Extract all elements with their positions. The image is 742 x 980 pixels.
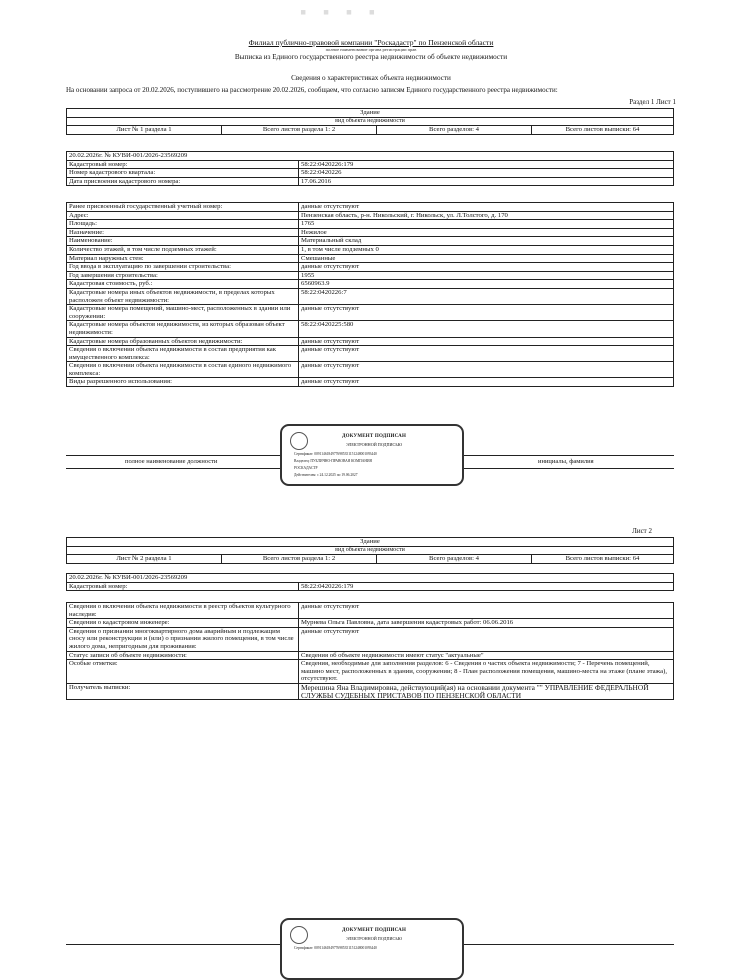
row-value: данные отсутствуют — [299, 305, 674, 321]
row-value: данные отсутствуют — [299, 627, 674, 651]
sheet2-title-table — [66, 537, 674, 564]
section-page-label: Раздел 1 Лист 1 — [629, 98, 676, 106]
doc-number: 20.02.2026г. № КУВИ-001/2026-23569209 — [67, 152, 674, 161]
sheets-in-section: Всего листов раздела 1: 2 — [222, 555, 377, 564]
sheet2-top-table — [66, 573, 674, 591]
stamp-certificate: Сертификат: 00911461849776985351151248001093440 — [294, 946, 377, 950]
row-label: Год ввода в эксплуатацию по завершении строительства: — [67, 263, 299, 272]
table-row — [67, 160, 674, 169]
table-row — [67, 254, 674, 263]
row-label: Статус записи об объекте недвижимости: — [67, 651, 299, 660]
name-caption: инициалы, фамилия — [538, 458, 594, 465]
table-row — [67, 263, 674, 272]
row-value: Пензенская область, р-н. Никольский, г. Никольск, ул. Л.Толстого, д. 170 — [299, 211, 674, 220]
sheet2-page-label: Лист 2 — [632, 527, 652, 535]
row-value: 58:22:0420225:580 — [299, 321, 674, 337]
row-value: 58:22:0420226 — [299, 169, 674, 178]
row-value: 6560963.9 — [299, 280, 674, 289]
sheet2-details-table — [66, 602, 674, 700]
stamp-certificate: Сертификат: 00911461849776985351151248001093440 — [294, 452, 377, 456]
table-row — [67, 271, 674, 280]
row-label: Количество этажей, в том числе подземных этажей: — [67, 245, 299, 254]
row-label: Материал наружных стен: — [67, 254, 299, 263]
row-label: Сведения о включении объекта недвижимости в состав единого недвижимого комплекса: — [67, 362, 299, 378]
stamp-subtitle: ЭЛЕКТРОННОЙ ПОДПИСЬЮ — [346, 936, 403, 941]
sections-total: Всего разделов: 4 — [377, 555, 532, 564]
row-label: Дата присвоения кадастрового номера: — [67, 177, 299, 186]
row-label: Кадастровые номера иных объектов недвижимости, в пределах которых расположен объект недвижимости: — [67, 288, 299, 304]
row-value: Мурнева Ольга Павловна, дата завершения кадастровых работ: 06.06.2016 — [299, 619, 674, 628]
object-kind: Здание — [67, 538, 674, 547]
table-row — [67, 203, 674, 212]
row-label: Адрес: — [67, 211, 299, 220]
emblem-icon — [290, 432, 308, 450]
row-value: 58:22:0420226:179 — [299, 582, 674, 591]
sheets-in-section: Всего листов раздела 1: 2 — [222, 126, 377, 135]
table-row — [67, 660, 674, 684]
row-value: 1, в том числе подземных 0 — [299, 245, 674, 254]
row-label: Кадастровый номер: — [67, 582, 299, 591]
table-row — [67, 321, 674, 337]
row-label: Особые отметки: — [67, 660, 299, 684]
row-value: данные отсутствуют — [299, 203, 674, 212]
row-value: данные отсутствуют — [299, 603, 674, 619]
table-row — [67, 651, 674, 660]
doc-number: 20.02.2026г. № КУВИ-001/2026-23569209 — [67, 574, 674, 583]
electronic-signature-stamp — [280, 424, 464, 486]
row-value: 58:22:0420226:7 — [299, 288, 674, 304]
stamp-subtitle: ЭЛЕКТРОННОЙ ПОДПИСЬЮ — [346, 442, 403, 447]
extract-title: Выписка из Единого государственного реестра недвижимости об объекте недвижимости — [234, 53, 508, 61]
sheet-number: Лист № 2 раздела 1 — [67, 555, 222, 564]
table-row — [67, 378, 674, 387]
row-value: данные отсутствуют — [299, 362, 674, 378]
stamp-owner: Владелец: ПУБЛИЧНО-ПРАВОВАЯ КОМПАНИЯ — [294, 459, 372, 463]
table-row — [67, 237, 674, 246]
row-value: данные отсутствуют — [299, 346, 674, 362]
sheet-number: Лист № 1 раздела 1 — [67, 126, 222, 135]
table-row — [67, 346, 674, 362]
row-value: 17.06.2016 — [299, 177, 674, 186]
row-value: Смешанные — [299, 254, 674, 263]
object-kind: Здание — [67, 109, 674, 118]
row-label: Кадастровые номера образованных объектов недвижимости: — [67, 337, 299, 346]
table-row — [67, 337, 674, 346]
sections-total: Всего разделов: 4 — [377, 126, 532, 135]
stamp-title: ДОКУМЕНТ ПОДПИСАН — [342, 928, 407, 933]
stamp-valid: Действителен: с 24.12.2025 по 19.06.2027 — [294, 473, 358, 477]
organization-caption: полное наименование органа регистрации прав — [325, 47, 417, 52]
table-row — [67, 220, 674, 229]
row-label: Ранее присвоенный государственный учетный номер: — [67, 203, 299, 212]
row-label: Год завершения строительства: — [67, 271, 299, 280]
table-row — [67, 177, 674, 186]
stamp-title: ДОКУМЕНТ ПОДПИСАН — [342, 434, 407, 439]
table-row — [67, 169, 674, 178]
row-value: данные отсутствуют — [299, 263, 674, 272]
row-value: данные отсутствуют — [299, 378, 674, 387]
row-label: Получатель выписки: — [67, 683, 299, 699]
table-row — [67, 362, 674, 378]
row-label: Площадь: — [67, 220, 299, 229]
emblem-icon — [290, 926, 308, 944]
position-caption: полное наименование должности — [125, 458, 218, 465]
row-label: Номер кадастрового квартала: — [67, 169, 299, 178]
object-kind-caption: вид объекта недвижимости — [67, 546, 674, 555]
sheet1-top-table — [66, 151, 674, 186]
organization-name: Филиал публично-правовой компании "Роскадастр" по Пензенской области — [248, 38, 494, 47]
section-title: Сведения о характеристиках объекта недвижимости — [291, 74, 451, 82]
row-label: Кадастровая стоимость, руб.: — [67, 280, 299, 289]
row-label: Кадастровый номер: — [67, 160, 299, 169]
row-value: Сведения об объекте недвижимости имеют статус "актуальные" — [299, 651, 674, 660]
scan-artifact: ▪ ▪ ▪ ▪ — [300, 2, 382, 22]
sheets-total: Всего листов выписки: 64 — [532, 555, 674, 564]
object-kind-caption: вид объекта недвижимости — [67, 117, 674, 126]
row-label: Сведения о включении объекта недвижимости в реестр объектов культурного наследия: — [67, 603, 299, 619]
table-row — [67, 280, 674, 289]
row-label: Назначение: — [67, 228, 299, 237]
row-label: Сведения о кадастровом инженере: — [67, 619, 299, 628]
stamp-owner2: РОСКАДАСТР — [294, 466, 318, 470]
table-row — [67, 619, 674, 628]
table-row — [67, 627, 674, 651]
row-value: 58:22:0420226:179 — [299, 160, 674, 169]
sheet1-title-table — [66, 108, 674, 135]
row-value: 1955 — [299, 271, 674, 280]
table-row — [67, 305, 674, 321]
row-value: Мерешина Яна Владимировна, действующий(ая) на основании документа "" УПРАВЛЕНИЕ ФЕДЕРАЛЬНОЙ СЛУЖБЫ СУДЕБНЫХ ПРИСТАВОВ ПО ПЕНЗЕНСКОЙ ОБЛАСТИ — [299, 683, 674, 699]
row-label: Кадастровые номера помещений, машино-мест, расположенных в здании или сооружении: — [67, 305, 299, 321]
row-value: Материальный склад — [299, 237, 674, 246]
table-row — [67, 228, 674, 237]
table-row — [67, 683, 674, 699]
row-label: Сведения о включении объекта недвижимости в состав предприятия как имущественного комплекса: — [67, 346, 299, 362]
document-header — [0, 38, 742, 83]
table-row — [67, 582, 674, 591]
table-row — [67, 603, 674, 619]
row-value: Нежилое — [299, 228, 674, 237]
row-label: Виды разрешенного использования: — [67, 378, 299, 387]
sheet1-characteristics-table — [66, 202, 674, 387]
row-value: данные отсутствуют — [299, 337, 674, 346]
row-value: Сведения, необходимые для заполнения разделов: 6 - Сведения о частях объекта недвижимости; 7 - Перечень помещений, машино мест, расположенных в здании, сооружении; 8 - План расположения помещения, машино-места на этаже (плане этажа), отсутствуют. — [299, 660, 674, 684]
row-label: Наименование: — [67, 237, 299, 246]
table-row — [67, 211, 674, 220]
sheets-total: Всего листов выписки: 64 — [532, 126, 674, 135]
electronic-signature-stamp-2 — [280, 918, 464, 980]
table-row — [67, 288, 674, 304]
request-text: На основании запроса от 20.02.2026, поступившего на рассмотрение 20.02.2026, сообщаем, что согласно записям Единого государственного реестра недвижимости: — [66, 86, 558, 94]
row-label: Сведения о признании многоквартирного дома аварийным и подлежащим сносу или реконструкции и (или) о признании жилого помещения, в том числе жилого дома, непригодным для проживания: — [67, 627, 299, 651]
row-value: 1765 — [299, 220, 674, 229]
row-label: Кадастровые номера объектов недвижимости, из которых образован объект недвижимости: — [67, 321, 299, 337]
table-row — [67, 245, 674, 254]
